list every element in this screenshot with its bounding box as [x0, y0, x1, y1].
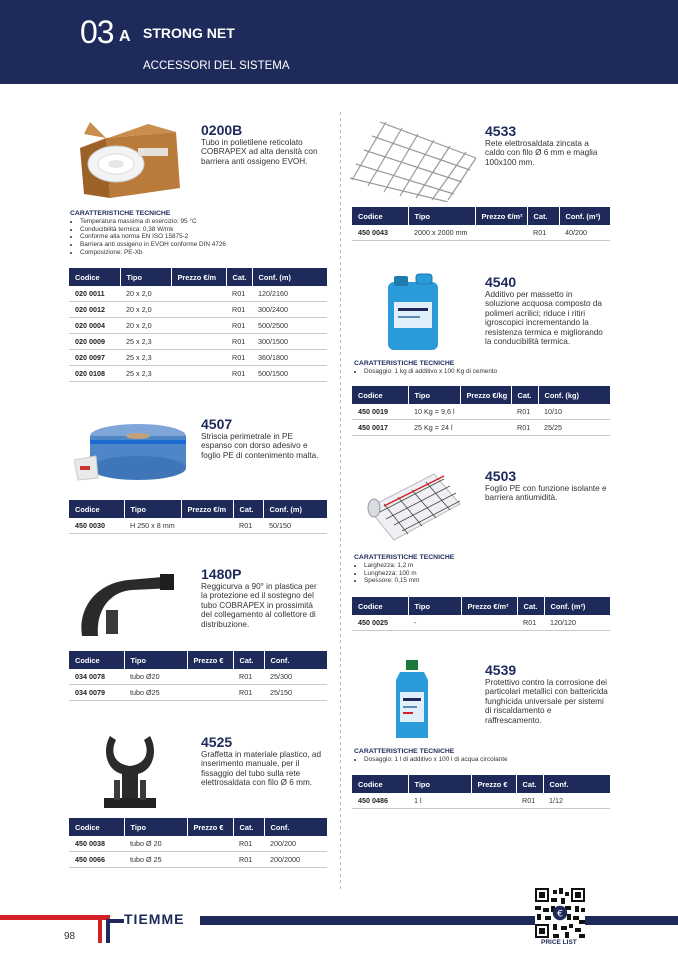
cell-conf: 300/1500 [252, 334, 327, 350]
table-row [69, 302, 327, 318]
cell-cat: R01 [527, 225, 559, 241]
cell-type: 10 Kg = 9,6 l [408, 404, 460, 420]
col-header: Cat. [516, 775, 543, 793]
cell-price [181, 518, 233, 534]
col-header: Tipo [408, 597, 461, 615]
spec-item: • Temperatura massima di esercizio: 95 °C [80, 218, 330, 226]
spec-item: • Lunghezza: 100 m [364, 570, 604, 578]
cell-cat: R01 [226, 302, 252, 318]
cell-conf: 50/150 [263, 518, 327, 534]
spec-item: • Larghezza: 1,2 m [364, 562, 604, 570]
table-row [69, 518, 327, 534]
col-header: Codice [69, 818, 124, 836]
col-header: Cat. [233, 651, 264, 669]
qr-code-icon[interactable] [535, 888, 585, 938]
cell-type: 2000 x 2000 mm [408, 225, 475, 241]
price-list-label: PRICE LIST [541, 939, 577, 946]
product-code: 4540 [485, 274, 517, 290]
svg-text:€: € [557, 908, 563, 920]
cell-type: 20 x 2,0 [120, 318, 171, 334]
col-header: Tipo [124, 818, 187, 836]
cell-code: 450 0043 [352, 225, 408, 241]
product-code: 4503 [485, 468, 517, 484]
cell-cat: R01 [233, 852, 264, 868]
cell-code: 450 0066 [69, 852, 124, 868]
col-header: Conf. (m²) [559, 207, 610, 225]
cell-conf: 500/2500 [252, 318, 327, 334]
product-description: Foglio PE con funzione isolante e barriera antiumidità. [485, 484, 607, 503]
col-header: Prezzo €/m [181, 500, 233, 518]
product-code: 4507 [201, 416, 233, 432]
product-description: Tubo in polietilene reticolato COBRAPEX ad alta densità con barriera anti ossigeno EVOH. [201, 138, 318, 166]
cell-conf: 40/200 [559, 225, 610, 241]
cell-cat: R01 [511, 420, 538, 436]
cell-type: 25 x 2,3 [120, 334, 171, 350]
spec-item: • Conducibilità termica: 0,38 W/mk [80, 226, 330, 234]
cell-price [460, 404, 511, 420]
col-header: Prezzo € [187, 651, 233, 669]
table-row [69, 286, 327, 302]
cell-type: 25 x 2,3 [120, 350, 171, 366]
col-header: Conf. [264, 818, 327, 836]
cell-conf: 200/2000 [264, 852, 327, 868]
cell-cat: R01 [233, 669, 264, 685]
col-header: Prezzo € [471, 775, 516, 793]
cell-conf: 300/2400 [252, 302, 327, 318]
chapter-number: 03 [80, 14, 114, 50]
cell-cat: R01 [226, 286, 252, 302]
spec-item: • Barriera anti ossigeno in EVOH conforme DIN 4726 [80, 241, 330, 249]
cell-conf: 25/150 [264, 685, 327, 701]
col-header: Conf. (m) [263, 500, 327, 518]
price-table-0200b [69, 268, 327, 382]
col-header: Codice [352, 597, 408, 615]
col-header: Conf. (kg) [538, 386, 610, 404]
col-header: Conf. [264, 651, 327, 669]
specs-title: CARATTERISTICHE TECNICHE [70, 210, 171, 217]
product-code: 0200B [201, 122, 243, 138]
cell-cat: R01 [233, 836, 264, 852]
cell-code: 450 0030 [69, 518, 124, 534]
specs-title: CARATTERISTICHE TECNICHE [354, 554, 455, 561]
cell-code: 450 0017 [352, 420, 408, 436]
page-header [0, 0, 678, 84]
table-row [352, 225, 610, 241]
additive-canister-image [384, 272, 442, 352]
cell-cat: R01 [226, 366, 252, 382]
col-header: Cat. [226, 268, 252, 286]
cell-cat: R01 [511, 404, 538, 420]
cell-cat: R01 [517, 615, 544, 631]
cell-code: 020 0009 [69, 334, 120, 350]
col-header: Codice [352, 207, 408, 225]
cell-conf: 500/1500 [252, 366, 327, 382]
product-description: Reggicurva a 90° in plastica per la protezione ed il sostegno del tubo COBRAPEX in prossimità del collegamento al collettore di distribuzione. [201, 582, 317, 629]
perimeter-strip-image [74, 420, 190, 486]
section-title: STRONG NET [143, 25, 235, 41]
price-table-4540 [352, 386, 610, 436]
wire-mesh-image [350, 118, 478, 202]
table-row [352, 793, 610, 809]
col-header: Codice [352, 775, 408, 793]
product-code: 1480P [201, 566, 242, 582]
technical-specs [354, 554, 604, 585]
cell-code: 034 0079 [69, 685, 124, 701]
cell-code: 020 0097 [69, 350, 120, 366]
table-row [69, 334, 327, 350]
cell-type: 20 x 2,0 [120, 286, 171, 302]
col-header: Tipo [408, 775, 471, 793]
cell-price [171, 302, 226, 318]
cell-type: 20 x 2,0 [120, 302, 171, 318]
cell-cat: R01 [516, 793, 543, 809]
col-header: Prezzo € [187, 818, 233, 836]
cell-price [171, 318, 226, 334]
price-table-4507 [69, 500, 327, 534]
cell-code: 020 0108 [69, 366, 120, 382]
cell-code: 450 0025 [352, 615, 408, 631]
product-code: 4533 [485, 123, 517, 139]
col-header: Cat. [517, 597, 544, 615]
col-header: Tipo [408, 207, 475, 225]
cell-code: 020 0004 [69, 318, 120, 334]
cell-price [187, 836, 233, 852]
product-description: Rete elettrosaldata zincata a caldo con filo Ø 6 mm e maglia 100x100 mm. [485, 139, 598, 167]
cell-price [171, 366, 226, 382]
cell-price [187, 852, 233, 868]
cell-price [475, 225, 527, 241]
cell-price [171, 350, 226, 366]
cell-conf: 25/25 [538, 420, 610, 436]
price-table-4503 [352, 597, 610, 631]
cell-code: 020 0012 [69, 302, 120, 318]
cell-conf: 120/120 [544, 615, 610, 631]
col-header: Cat. [527, 207, 559, 225]
cell-type: 1 l [408, 793, 471, 809]
spec-item: • Composizione: PE-Xb [80, 249, 330, 257]
pipe-clip-image [100, 730, 160, 812]
price-table-4525 [69, 818, 327, 868]
spec-item: • Dosaggio: 1 l di additivo x 100 l di acqua circolante [364, 756, 604, 764]
product-code: 4525 [201, 734, 233, 750]
technical-specs [354, 748, 604, 764]
spec-item: • Dosaggio: 1 kg di additivo x 100 Kg di cemento [364, 368, 604, 376]
col-header: Prezzo €/m [171, 268, 226, 286]
cell-conf: 1/12 [543, 793, 610, 809]
table-row [352, 615, 610, 631]
col-header: Tipo [124, 651, 187, 669]
footer-bar [200, 916, 678, 925]
cell-cat: R01 [226, 318, 252, 334]
col-header: Codice [69, 500, 124, 518]
bend-support-image [76, 570, 180, 640]
col-header: Codice [69, 651, 124, 669]
cell-type: 25 Kg = 24 l [408, 420, 460, 436]
cell-conf: 25/300 [264, 669, 327, 685]
technical-specs [354, 360, 604, 376]
table-row [69, 836, 327, 852]
col-header: Prezzo €/kg [460, 386, 511, 404]
cell-price [461, 615, 517, 631]
product-code: 4539 [485, 662, 517, 678]
table-row [69, 318, 327, 334]
cell-cat: R01 [233, 518, 263, 534]
cell-code: 450 0486 [352, 793, 408, 809]
cell-price [187, 685, 233, 701]
cell-type: 25 x 2,3 [120, 366, 171, 382]
cell-cat: R01 [226, 334, 252, 350]
table-row [69, 669, 327, 685]
price-table-1480p [69, 651, 327, 701]
table-row [352, 404, 610, 420]
cell-price [171, 286, 226, 302]
cell-type: tubo Ø20 [124, 669, 187, 685]
col-header: Prezzo €/m² [475, 207, 527, 225]
product-description: Graffetta in materiale plastico, ad inserimento manuale, per il fissaggio del tubo sulla rete elettrosaldata con filo Ø 6 mm. [201, 750, 321, 788]
col-header: Tipo [408, 386, 460, 404]
cell-cat: R01 [233, 685, 264, 701]
spec-item: • Spessore: 0,15 mm [364, 577, 604, 585]
col-header: Tipo [124, 500, 181, 518]
table-row [69, 685, 327, 701]
cell-price [187, 669, 233, 685]
brand-logo: TIEMME [124, 911, 185, 927]
spec-item: • Conforme alla norma EN ISO 15875-2 [80, 233, 330, 241]
cell-conf: 360/1800 [252, 350, 327, 366]
cell-type: tubo Ø 25 [124, 852, 187, 868]
col-header: Prezzo €/m² [461, 597, 517, 615]
cell-code: 034 0078 [69, 669, 124, 685]
specs-title: CARATTERISTICHE TECNICHE [354, 748, 455, 755]
col-header: Conf. (m) [252, 268, 327, 286]
cell-cat: R01 [226, 350, 252, 366]
chapter-suffix: A [119, 28, 131, 45]
cell-conf: 200/200 [264, 836, 327, 852]
technical-specs [70, 210, 330, 257]
cell-type: - [408, 615, 461, 631]
pipe-box-image [76, 118, 184, 204]
cell-price [471, 793, 516, 809]
col-header: Cat. [233, 500, 263, 518]
price-table-4533 [352, 207, 610, 241]
table-row [69, 366, 327, 382]
specs-title: CARATTERISTICHE TECNICHE [354, 360, 455, 367]
section-subtitle: ACCESSORI DEL SISTEMA [143, 60, 290, 72]
product-description: Protettivo contro la corrosione dei particolari metallici con battericida funghicida universale per sistemi di riscaldamento e raffrescamento. [485, 678, 608, 725]
table-row [69, 852, 327, 868]
price-table-4539 [352, 775, 610, 809]
cell-code: 020 0011 [69, 286, 120, 302]
cell-code: 450 0019 [352, 404, 408, 420]
cell-conf: 10/10 [538, 404, 610, 420]
pe-sheet-roll-image [364, 468, 464, 544]
col-header: Cat. [511, 386, 538, 404]
product-description: Additivo per massetto in soluzione acquosa composto da polimeri acrilici; riduce i ritiri igroscopici incrementando la resistenza termica e migliorando la conducibilità termica. [485, 290, 603, 347]
column-divider [340, 112, 341, 892]
table-row [69, 350, 327, 366]
cell-code: 450 0038 [69, 836, 124, 852]
page-number: 98 [64, 931, 76, 942]
cell-price [171, 334, 226, 350]
col-header: Cat. [233, 818, 264, 836]
table-row [352, 420, 610, 436]
cell-type: tubo Ø 20 [124, 836, 187, 852]
col-header: Tipo [120, 268, 171, 286]
brand-mark-icon [92, 915, 124, 945]
col-header: Conf. (m²) [544, 597, 610, 615]
col-header: Conf. [543, 775, 610, 793]
col-header: Codice [352, 386, 408, 404]
product-description: Striscia perimetrale in PE espanso con dorso adesivo e foglio PE di contenimento malta. [201, 432, 319, 460]
cell-type: tubo Ø25 [124, 685, 187, 701]
col-header: Codice [69, 268, 120, 286]
cell-type: H 250 x 8 mm [124, 518, 181, 534]
cell-price [460, 420, 511, 436]
protective-bottle-image [392, 658, 436, 740]
cell-conf: 120/2160 [252, 286, 327, 302]
